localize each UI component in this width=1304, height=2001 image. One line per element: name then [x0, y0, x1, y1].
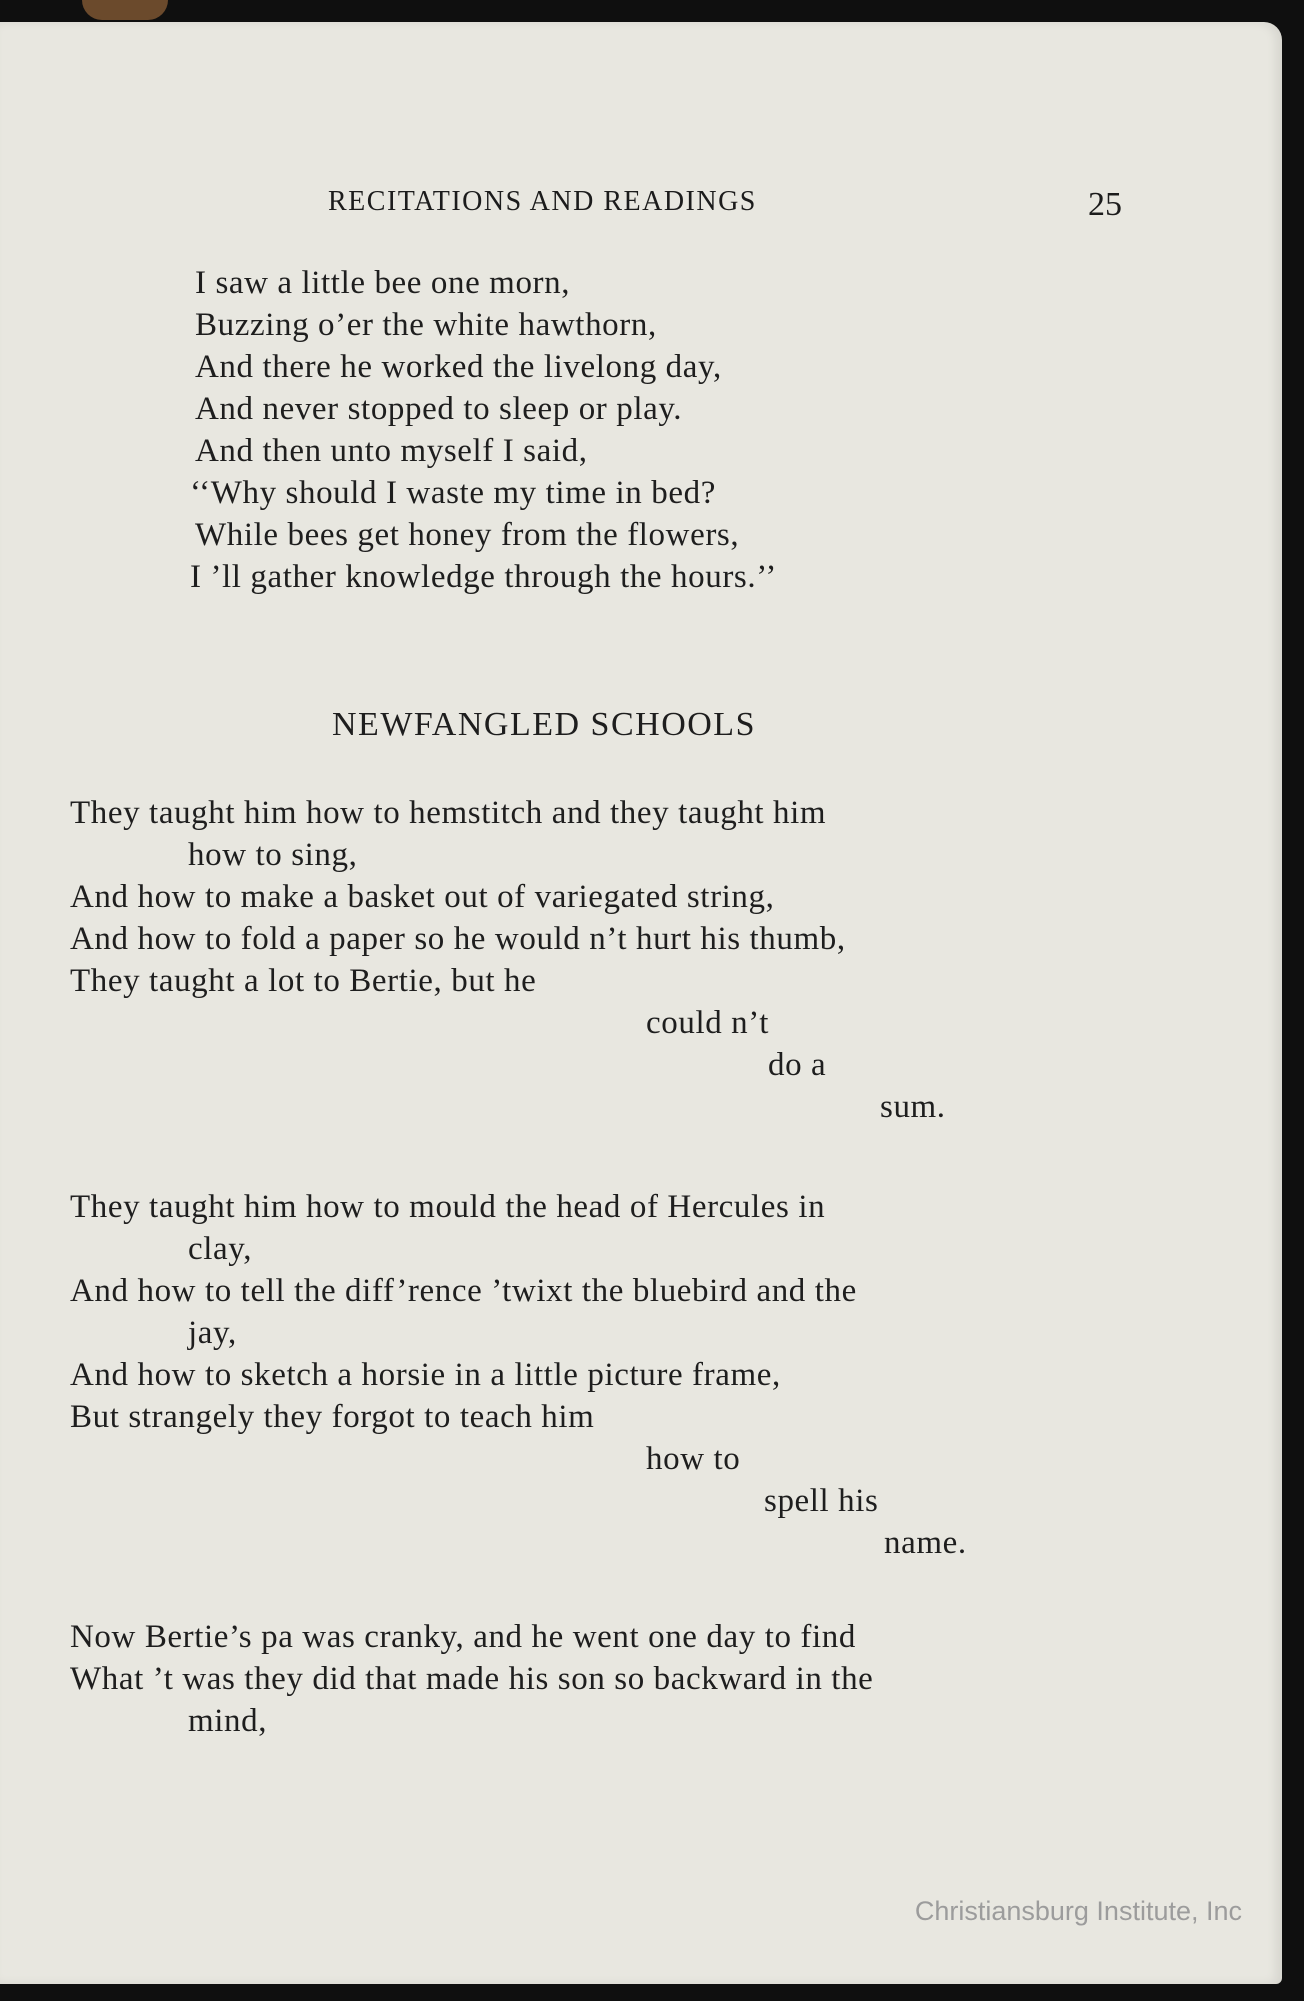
poem-line: I saw a little bee one morn, [195, 265, 571, 301]
poem-line: They taught him how to mould the head of Hercules in [70, 1189, 826, 1225]
poem-line: And there he worked the livelong day, [195, 349, 722, 385]
poem-line: jay, [188, 1315, 237, 1351]
poem-line: They taught him how to hemstitch and they taught him [70, 795, 827, 831]
poem-line: And how to fold a paper so he would n’t hurt his thumb, [70, 921, 846, 957]
poem-line: spell his [764, 1483, 879, 1519]
poem-title: NEWFANGLED SCHOOLS [332, 706, 756, 743]
poem-line: how to [646, 1441, 741, 1477]
page-tab-scrap [82, 0, 168, 20]
poem-line: They taught a lot to Bertie, but he [70, 963, 537, 999]
poem-line: But strangely they forgot to teach him [70, 1399, 595, 1435]
poem-line: Buzzing o’er the white hawthorn, [195, 307, 657, 343]
poem-line: And then unto myself I said, [195, 433, 588, 469]
poem-line: name. [884, 1525, 967, 1561]
poem-line: do a [768, 1047, 827, 1083]
poem-line: And how to tell the diff’rence ’twixt the bluebird and the [70, 1273, 857, 1309]
poem-line: Now Bertie’s pa was cranky, and he went one day to find [70, 1619, 856, 1655]
poem-line: could n’t [646, 1005, 770, 1041]
poem-line: clay, [188, 1231, 253, 1267]
watermark: Christiansburg Institute, Inc [914, 1896, 1242, 1926]
poem-line: And how to sketch a horsie in a little picture frame, [70, 1357, 781, 1393]
running-head: RECITATIONS AND READINGS [328, 186, 757, 217]
poem-line: And never stopped to sleep or play. [195, 391, 683, 427]
poem-line: how to sing, [188, 837, 358, 873]
poem-line: While bees get honey from the flowers, [195, 517, 740, 553]
poem-line: I ’ll gather knowledge through the hours.’’ [190, 559, 777, 595]
page-number: 25 [1088, 186, 1122, 223]
poem-line: sum. [880, 1089, 946, 1125]
poem-line: And how to make a basket out of variegated string, [70, 879, 775, 915]
poem-line: ‘‘Why should I waste my time in bed? [190, 475, 716, 511]
poem-line: mind, [188, 1703, 268, 1739]
poem-line: What ’t was they did that made his son so backward in the [70, 1661, 874, 1697]
